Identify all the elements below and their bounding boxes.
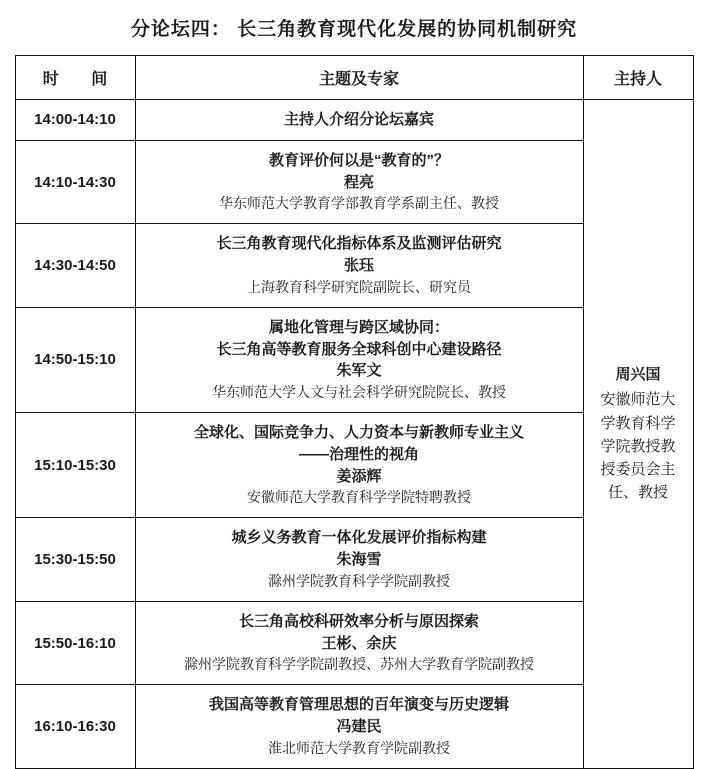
host-name: 周兴国	[615, 366, 661, 384]
session-title: 我国高等教育管理思想的百年演变与历史逻辑	[208, 696, 509, 714]
session-topic	[135, 413, 583, 518]
header-host: 主持人	[583, 56, 693, 100]
session-speaker: 张珏	[343, 257, 374, 274]
session-affiliation: 安徽师范大学教育科学学院特聘教授	[247, 489, 471, 506]
schedule-table	[15, 55, 694, 769]
session-speaker: 王彬、余庆	[321, 634, 397, 652]
session-title: 城乡义务教育一体化发展评价指标构建	[231, 529, 487, 547]
session-speaker: 冯建民	[336, 718, 382, 735]
session-time: 15:30-15:50	[15, 518, 135, 602]
session-time: 16:10-16:30	[15, 685, 135, 769]
table-header-row	[15, 56, 693, 100]
table-row	[15, 100, 693, 141]
session-affiliation: 滁州学院教育科学学院副教授、苏州大学教育学院副教授	[184, 656, 534, 673]
session-time: 14:50-15:10	[15, 307, 135, 412]
session-title: 属地化管理与跨区域协同：	[268, 318, 449, 336]
session-affiliation: 淮北师范大学教育学院副教授	[268, 739, 450, 756]
page-title: 分论坛四： 长三角教育现代化发展的协同机制研究	[130, 19, 578, 40]
header-time: 时 间	[15, 56, 135, 100]
session-topic	[135, 518, 583, 602]
session-topic	[135, 685, 583, 769]
session-title: 长三角教育现代化指标体系及监测评估研究	[216, 235, 502, 253]
session-title: 主持人介绍分论坛嘉宾	[283, 111, 434, 128]
session-title-line2: ——治理性的视角	[298, 445, 419, 463]
session-title: 全球化、国际竞争力、人力资本与新教师专业主义	[193, 424, 524, 441]
session-topic	[135, 307, 583, 412]
session-topic	[135, 140, 583, 224]
session-affiliation: 上海教育科学研究院副院长、研究员	[247, 278, 471, 295]
session-speaker: 朱海雪	[336, 551, 382, 568]
host-cell	[583, 100, 693, 769]
header-topic: 主题及专家	[135, 56, 583, 100]
session-speaker: 程亮	[343, 173, 374, 191]
session-topic	[135, 100, 583, 141]
session-time: 15:10-15:30	[15, 413, 135, 518]
session-time: 14:30-14:50	[15, 224, 135, 308]
session-time: 14:10-14:30	[15, 140, 135, 224]
host-description: 安徽师范大学教育科学学院教授教授委员会主任、教授	[600, 391, 676, 502]
session-topic	[135, 601, 583, 685]
session-title: 教育评价何以是“教育的”？	[268, 151, 449, 169]
session-topic	[135, 224, 583, 308]
session-affiliation: 华东师范大学人文与社会科学研究院院长、教授	[212, 384, 506, 400]
session-speaker: 姜添辉	[336, 467, 382, 485]
session-time: 15:50-16:10	[15, 601, 135, 685]
session-title: 长三角高校科研效率分析与原因探索	[238, 612, 479, 630]
session-speaker: 朱军文	[336, 362, 382, 380]
session-affiliation: 滁州学院教育科学学院副教授	[268, 572, 450, 589]
session-affiliation: 华东师范大学教育学部教育学系副主任、教授	[219, 195, 499, 212]
session-title-line2: 长三角高等教育服务全球科创中心建设路径	[216, 340, 502, 358]
session-time: 14:00-14:10	[15, 100, 135, 141]
